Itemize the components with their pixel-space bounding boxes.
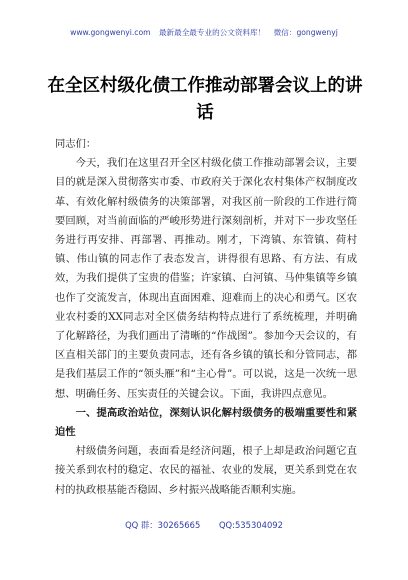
salutation: 同志们： (55, 138, 97, 150)
footer-qq-group: QQ 群：30265665 (125, 520, 201, 530)
header-wechat: 微信：gongwenyj (273, 28, 338, 37)
paragraph: 村级债务问题，表面看是经济问题，根子上却是政治问题它直接关系到农村的稳定、农民的福祉、农业的发展，更关系到党在农村的执政根基能否稳固、乡村振兴战略能否顺利实施。 (55, 445, 357, 496)
section-heading: 一、提高政治站位，深刻认识化解村级债务的极端重要性和紧迫性 (55, 406, 357, 439)
header-site-link[interactable]: www.gongwenyi.com (70, 28, 151, 37)
document-title: 在全区村级化债工作推动部署会议上的讲话 (47, 76, 363, 123)
page-header (0, 27, 408, 38)
page-footer (0, 519, 408, 531)
footer-qq: QQ:535304092 (218, 520, 283, 530)
document-body (55, 135, 357, 500)
header-slogan: 最新最全最专业的公文资料库！ (158, 28, 266, 37)
paragraph: 今天，我们在这里召开全区村级化债工作推动部署会议，主要目的就是深入贯彻落实市委、市政府关于深化农村集体产权制度改革、有效化解村级债务的决策部署，对我区前一阶段的工作进行简要回顾，对当前面临的严峻形势进行深刻剖析，并对下一步攻坚任务进行再安排、再部署、再推动。刚才，下湾镇、东管镇、荷村镇、伟山镇的同志作了表态发言，讲得很有思路、有方法、有成效，为我们提供了宝贵的借鉴；许家镇、白河镇、马仲集镇等乡镇也作了交流发言，体现出直面困难、迎难而上的决心和勇气。区农业农村委的XX同志对全区债务结构特点进行了系统梳理，并明确了化解路径，为我们画出了清晰的“作战图”。参加今天会议的，有区直相关部门的主要负责同志，还有各乡镇的镇长和分管同志，都是我们基层工作的“领头雁”和“主心骨”。可以说，这是一次统一思想、明确任务、压实责任的关键会议。下面，我讲四点意见。 (55, 157, 357, 400)
